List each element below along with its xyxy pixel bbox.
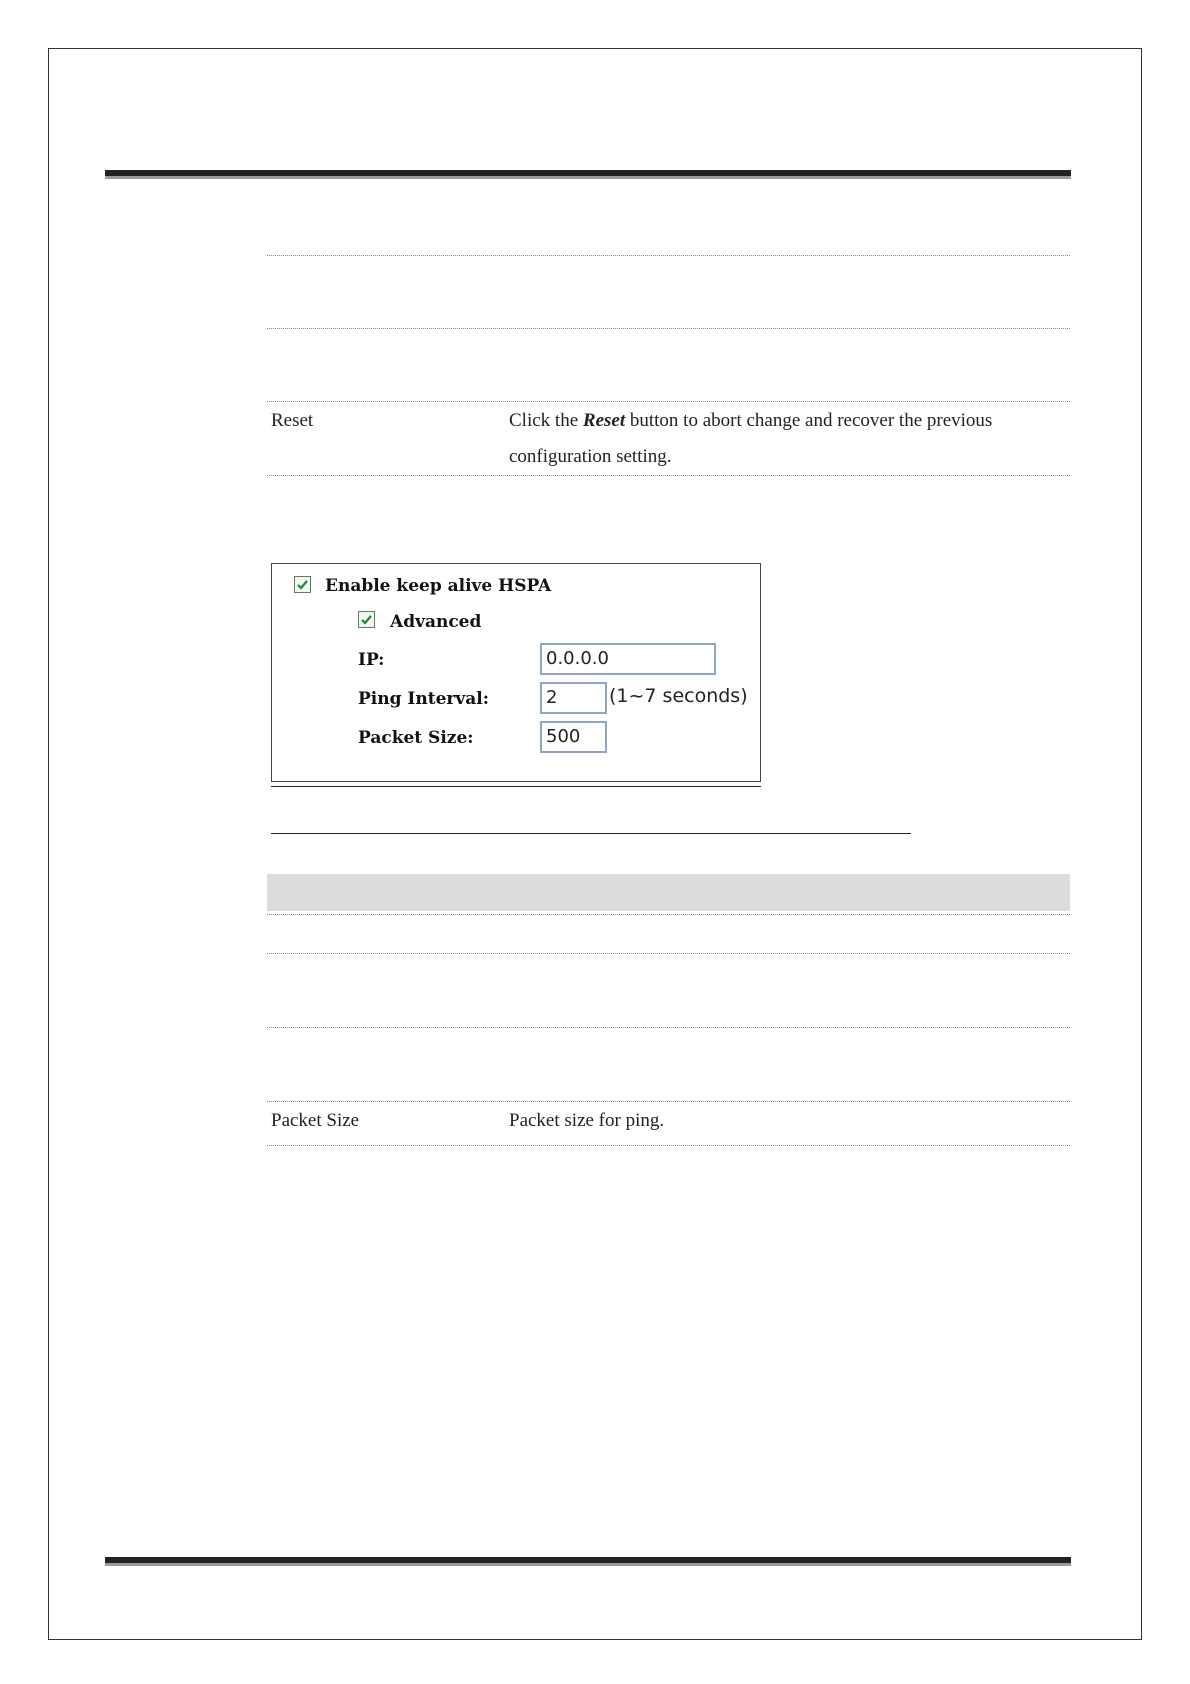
packet-size-input[interactable]: 500 — [540, 721, 607, 753]
table-rule — [267, 914, 1070, 915]
table-rule — [267, 255, 1070, 256]
enable-keep-alive-label: Enable keep alive HSPA — [325, 576, 552, 596]
desc-text: button to abort change and recover the previous — [625, 410, 993, 431]
table-rule — [267, 1027, 1070, 1028]
ip-label: IP: — [358, 650, 385, 670]
table-rule — [267, 953, 1070, 954]
table-header-row — [267, 874, 1070, 911]
advanced-checkbox[interactable] — [358, 611, 375, 628]
page-frame — [48, 48, 1142, 1640]
row-desc-reset-line2: configuration setting. — [509, 446, 672, 467]
ping-interval-hint: (1~7 seconds) — [609, 685, 748, 707]
row-desc-reset — [509, 403, 992, 439]
caption-rule — [271, 833, 911, 834]
row-term-reset: Reset — [271, 410, 314, 431]
header-rule — [105, 170, 1071, 179]
row-term-packet-size: Packet Size — [271, 1110, 360, 1131]
desc-text: Click the — [509, 410, 583, 431]
enable-keep-alive-checkbox[interactable] — [294, 576, 311, 593]
desc-emphasis: Reset — [582, 410, 626, 431]
table-rule — [267, 328, 1070, 329]
ping-interval-input[interactable]: 2 — [540, 682, 607, 714]
table-rule — [267, 1101, 1070, 1102]
table-rule — [267, 401, 1070, 402]
footer-rule — [105, 1557, 1071, 1566]
advanced-label: Advanced — [390, 612, 482, 632]
ip-input[interactable]: 0.0.0.0 — [540, 643, 716, 675]
packet-size-label: Packet Size: — [358, 728, 474, 748]
table-rule — [267, 475, 1070, 476]
checkmark-icon — [296, 578, 309, 591]
table-rule — [267, 1145, 1070, 1146]
figure-rule — [271, 786, 761, 787]
row-desc-packet-size: Packet size for ping. — [509, 1110, 665, 1131]
keep-alive-settings-panel — [271, 563, 761, 782]
checkmark-icon — [360, 613, 373, 626]
ping-interval-label: Ping Interval: — [358, 689, 489, 709]
